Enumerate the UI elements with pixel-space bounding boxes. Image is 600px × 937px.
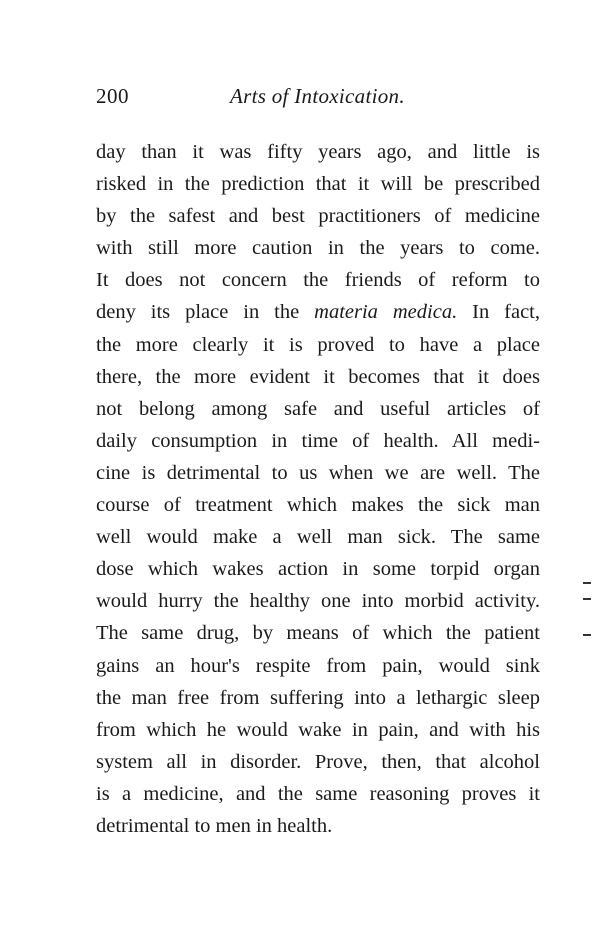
margin-mark bbox=[583, 634, 591, 636]
text-line: well would make a well man sick. The same bbox=[96, 526, 540, 549]
page-number: 200 bbox=[96, 84, 129, 108]
text-line: system all in disorder. Prove, then, that alcohol bbox=[96, 750, 540, 773]
text-line: by the safest and best practitioners of medicine bbox=[96, 205, 540, 228]
text-line: from which he would wake in pain, and with his bbox=[96, 718, 540, 741]
running-title: Arts of Intoxication. bbox=[230, 84, 405, 108]
text-line: dose which wakes action in some torpid organ bbox=[96, 558, 540, 581]
body-text bbox=[96, 136, 540, 842]
text-line: detrimental to men in health. bbox=[96, 814, 333, 837]
margin-mark bbox=[583, 582, 591, 584]
text-line: the man free from suffering into a lethargic sleep bbox=[96, 686, 540, 709]
italic-term: materia medica. bbox=[314, 301, 458, 324]
text-line: day than it was fifty years ago, and little is bbox=[96, 141, 540, 163]
text-line: cine is detrimental to us when we are well. The bbox=[96, 461, 540, 484]
text-line: course of treatment which makes the sick man bbox=[96, 494, 540, 517]
text-line: The same drug, by means of which the patient bbox=[96, 622, 540, 645]
text-line: gains an hour's respite from pain, would sink bbox=[96, 654, 540, 677]
text-line: It does not concern the friends of reform to bbox=[96, 269, 540, 292]
text-line: the more clearly it is proved to have a place bbox=[96, 333, 540, 356]
text-line: there, the more evident it becomes that it does bbox=[96, 365, 540, 388]
text-line: is a medicine, and the same reasoning proves it bbox=[96, 782, 540, 805]
running-head bbox=[96, 84, 541, 114]
text-line: deny its place in the materia medica. In fact, bbox=[96, 301, 540, 324]
text-line: daily consumption in time of health. All medi- bbox=[96, 429, 540, 452]
text-line: would hurry the healthy one into morbid activity. bbox=[96, 590, 540, 613]
text-line: with still more caution in the years to come. bbox=[96, 237, 540, 260]
text-line: not belong among safe and useful articles of bbox=[96, 397, 540, 420]
text-line: risked in the prediction that it will be prescribed bbox=[96, 173, 540, 196]
margin-mark bbox=[583, 598, 591, 600]
